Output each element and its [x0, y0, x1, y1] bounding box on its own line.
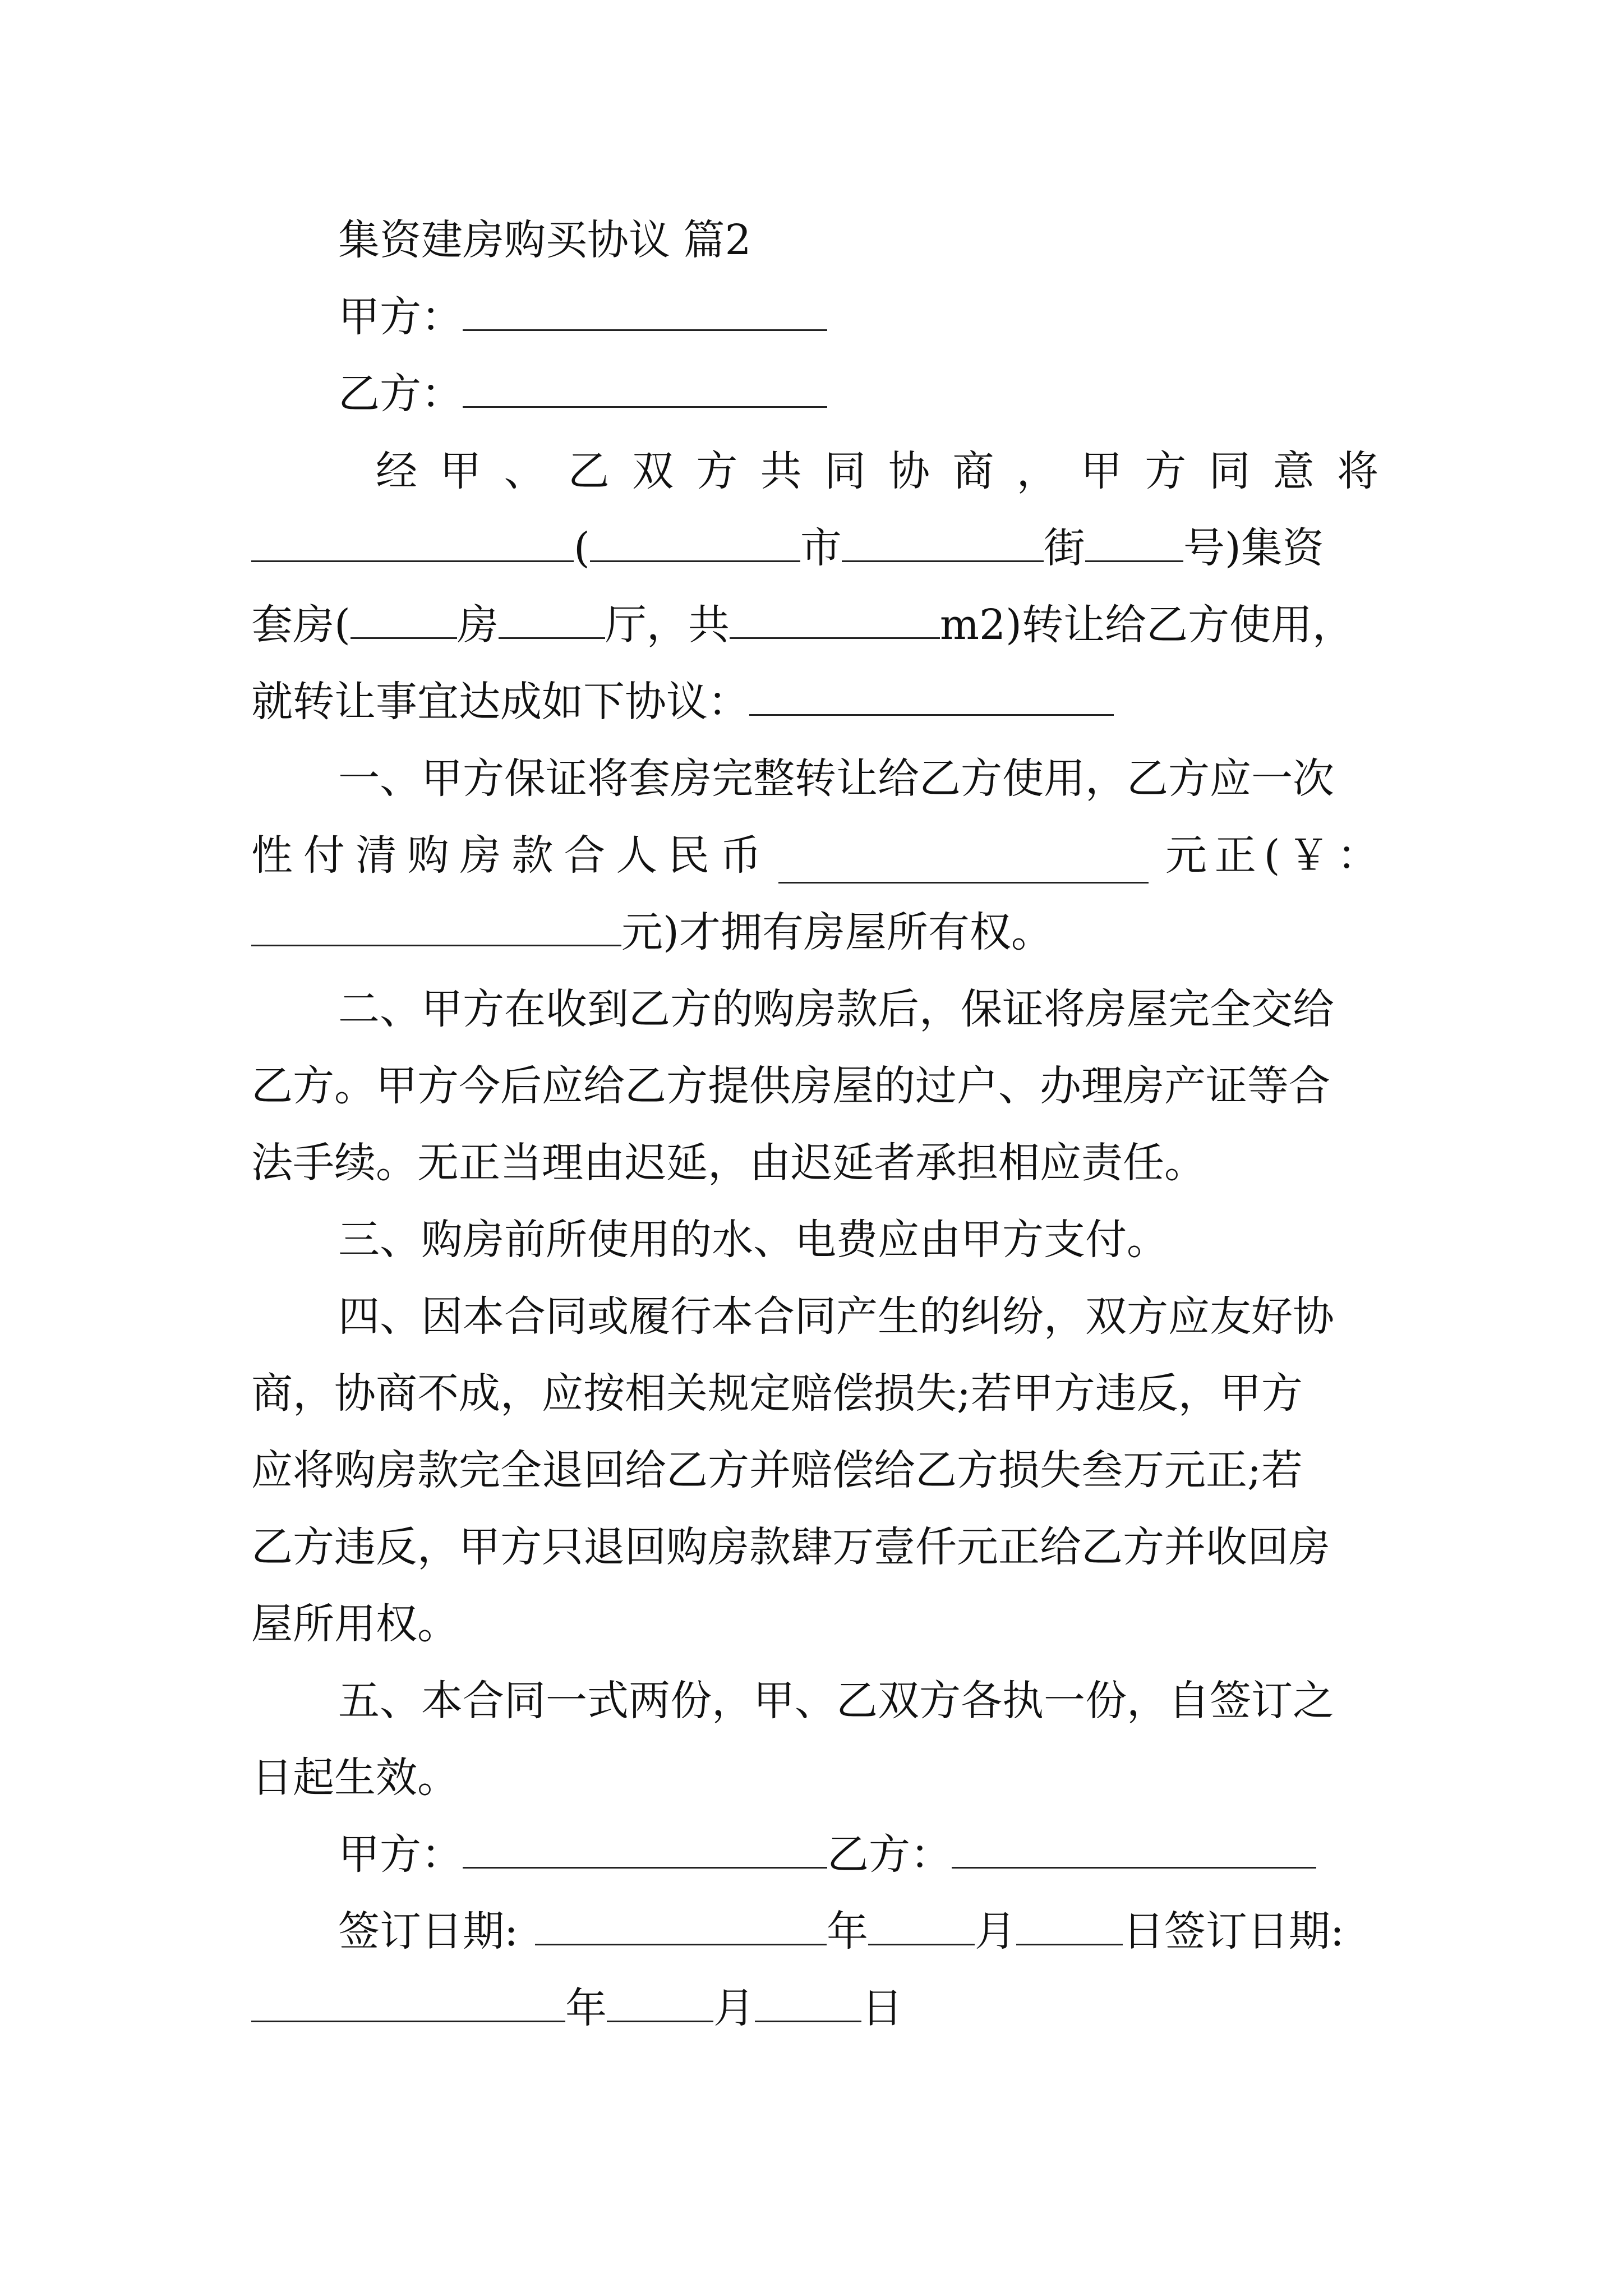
- intro-text: 房: [457, 601, 499, 649]
- intro-char: 同: [824, 447, 866, 495]
- clause-4-line-3: 应将购房款完全退回给乙方并赔偿给乙方损失叁万元正;若: [251, 1446, 1303, 1494]
- day-blank-a[interactable]: [1016, 1909, 1123, 1945]
- clause-1-line-1: 一、甲方保证将套房完整转让给乙方使用，乙方应一次: [338, 754, 1334, 803]
- clause-char: (: [1264, 831, 1280, 880]
- intro-char: 经: [376, 447, 417, 495]
- month-blank-a[interactable]: [868, 1909, 975, 1945]
- signature-party-a-label: 甲方：: [338, 1830, 463, 1879]
- year-label: 年: [826, 1907, 868, 1955]
- month-blank-b[interactable]: [607, 1986, 713, 2022]
- halls-blank[interactable]: [499, 602, 605, 639]
- city-blank[interactable]: [590, 526, 800, 562]
- clause-4-line-2: 商，协商不成，应按相关规定赔偿损失;若甲方违反，甲方: [251, 1369, 1303, 1418]
- intro-char: 乙: [568, 447, 610, 495]
- intro-char: 甲: [440, 447, 482, 495]
- intro-char: ，: [1016, 447, 1058, 495]
- clause-char: 元: [1165, 831, 1207, 880]
- clause-2-line-2: 乙方。甲方今后应给乙方提供房屋的过户、办理房产证等合: [251, 1062, 1330, 1110]
- month-label: 月: [974, 1907, 1016, 1955]
- intro-char: 甲: [1080, 447, 1122, 495]
- clause-text: 元)才拥有房屋所有权。: [621, 908, 1053, 956]
- clause-char: 正: [1214, 831, 1256, 880]
- clause-2-line-1: 二、甲方在收到乙方的购房款后，保证将房屋完全交给: [338, 985, 1334, 1033]
- clause-char: ￥: [1288, 831, 1330, 880]
- amount-figures-blank[interactable]: [251, 910, 621, 946]
- party-b-blank[interactable]: [463, 371, 827, 408]
- clause-char: 合: [564, 831, 606, 880]
- party-a-line: [338, 289, 1378, 345]
- clause-4-line-5: 屋所用权。: [251, 1600, 459, 1648]
- area-blank[interactable]: [730, 602, 940, 639]
- intro-line-2: [251, 520, 1378, 576]
- clause-5-line-1: 五、本合同一式两份，甲、乙双方各执一份，自签订之: [338, 1677, 1334, 1725]
- clause-char: 性: [251, 831, 293, 880]
- clause-char: 币: [720, 831, 762, 880]
- clause-char: ：: [1337, 831, 1378, 880]
- intro-char: 将: [1336, 447, 1378, 495]
- day-blank-b[interactable]: [755, 1986, 861, 2022]
- day-date-label: 日签订日期:: [1122, 1907, 1344, 1955]
- intro-char: 协: [888, 447, 930, 495]
- intro-char: 方: [696, 447, 738, 495]
- rooms-blank[interactable]: [351, 602, 457, 639]
- number-blank[interactable]: [1085, 526, 1183, 562]
- intro-text: 市: [800, 524, 842, 572]
- intro-text: (: [574, 524, 590, 572]
- intro-text: 套房(: [251, 601, 351, 649]
- year-blank-b[interactable]: [251, 1986, 565, 2022]
- street-blank[interactable]: [842, 526, 1044, 562]
- clause-4-line-1: 四、因本合同或履行本合同产生的纠纷，双方应友好协: [338, 1292, 1334, 1341]
- party-b-line: [338, 366, 1378, 422]
- clause-2-line-3: 法手续。无正当理由迟延，由迟延者承担相应责任。: [251, 1139, 1206, 1187]
- intro-text: 厅，共: [605, 601, 730, 649]
- intro-text: 就转让事宜达成如下协议：: [251, 678, 749, 726]
- party-b-label: 乙方：: [338, 370, 463, 418]
- signature-party-b-label: 乙方：: [827, 1830, 952, 1879]
- signature-parties-line: [338, 1826, 1378, 1883]
- signature-date-line-2: [251, 1980, 1378, 2036]
- clause-1-line-2: [251, 827, 1378, 884]
- clause-3: 三、购房前所使用的水、电费应由甲方支付。: [338, 1216, 1168, 1264]
- intro-text: m2)转让给乙方使用，: [939, 601, 1354, 649]
- clause-1-amount-label: [251, 827, 762, 884]
- intro-text: 号)集资: [1183, 524, 1324, 572]
- year-blank-a[interactable]: [535, 1909, 827, 1945]
- clause-char: 房: [459, 831, 501, 880]
- clause-char: 民: [668, 831, 709, 880]
- intro-char: 共: [760, 447, 802, 495]
- signature-party-b-blank[interactable]: [952, 1832, 1316, 1869]
- signature-date-line-1: [338, 1903, 1378, 1959]
- clause-char: 款: [511, 831, 554, 880]
- intro-char: 、: [504, 447, 546, 495]
- intro-char: 意: [1272, 447, 1315, 495]
- intro-char: 同: [1209, 447, 1251, 495]
- intro-line-4: [251, 674, 1378, 730]
- intro-char: 方: [1145, 447, 1187, 495]
- clause-5-line-2: 日起生效。: [251, 1754, 459, 1802]
- year-label: 年: [565, 1984, 607, 2032]
- clause-char: 人: [616, 831, 658, 880]
- intro-char: 双: [632, 447, 674, 495]
- agreement-blank[interactable]: [749, 679, 1114, 716]
- party-a-label: 甲方：: [338, 293, 463, 341]
- day-label: 日: [861, 1984, 903, 2032]
- date-label: 签订日期:: [338, 1907, 518, 1955]
- intro-text: 街: [1043, 524, 1085, 572]
- document-title: 集资建房购买协议 篇2: [338, 216, 751, 264]
- party-a-blank[interactable]: [463, 295, 827, 331]
- signature-party-a-blank[interactable]: [463, 1832, 827, 1869]
- clause-char: 购: [407, 831, 449, 880]
- intro-line-1: [376, 443, 1378, 499]
- clause-char: 付: [303, 831, 345, 880]
- amount-words-blank[interactable]: [778, 847, 1149, 884]
- property-location-blank[interactable]: [251, 526, 574, 562]
- intro-line-3: [251, 597, 1378, 653]
- clause-4-line-4: 乙方违反，甲方只退回购房款肆万壹仟元正给乙方并收回房: [251, 1523, 1330, 1571]
- clause-1-currency: [1165, 827, 1378, 884]
- month-label: 月: [713, 1984, 755, 2032]
- intro-char: 商: [952, 447, 994, 495]
- clause-char: 清: [355, 831, 397, 880]
- clause-1-line-3: [251, 904, 1378, 960]
